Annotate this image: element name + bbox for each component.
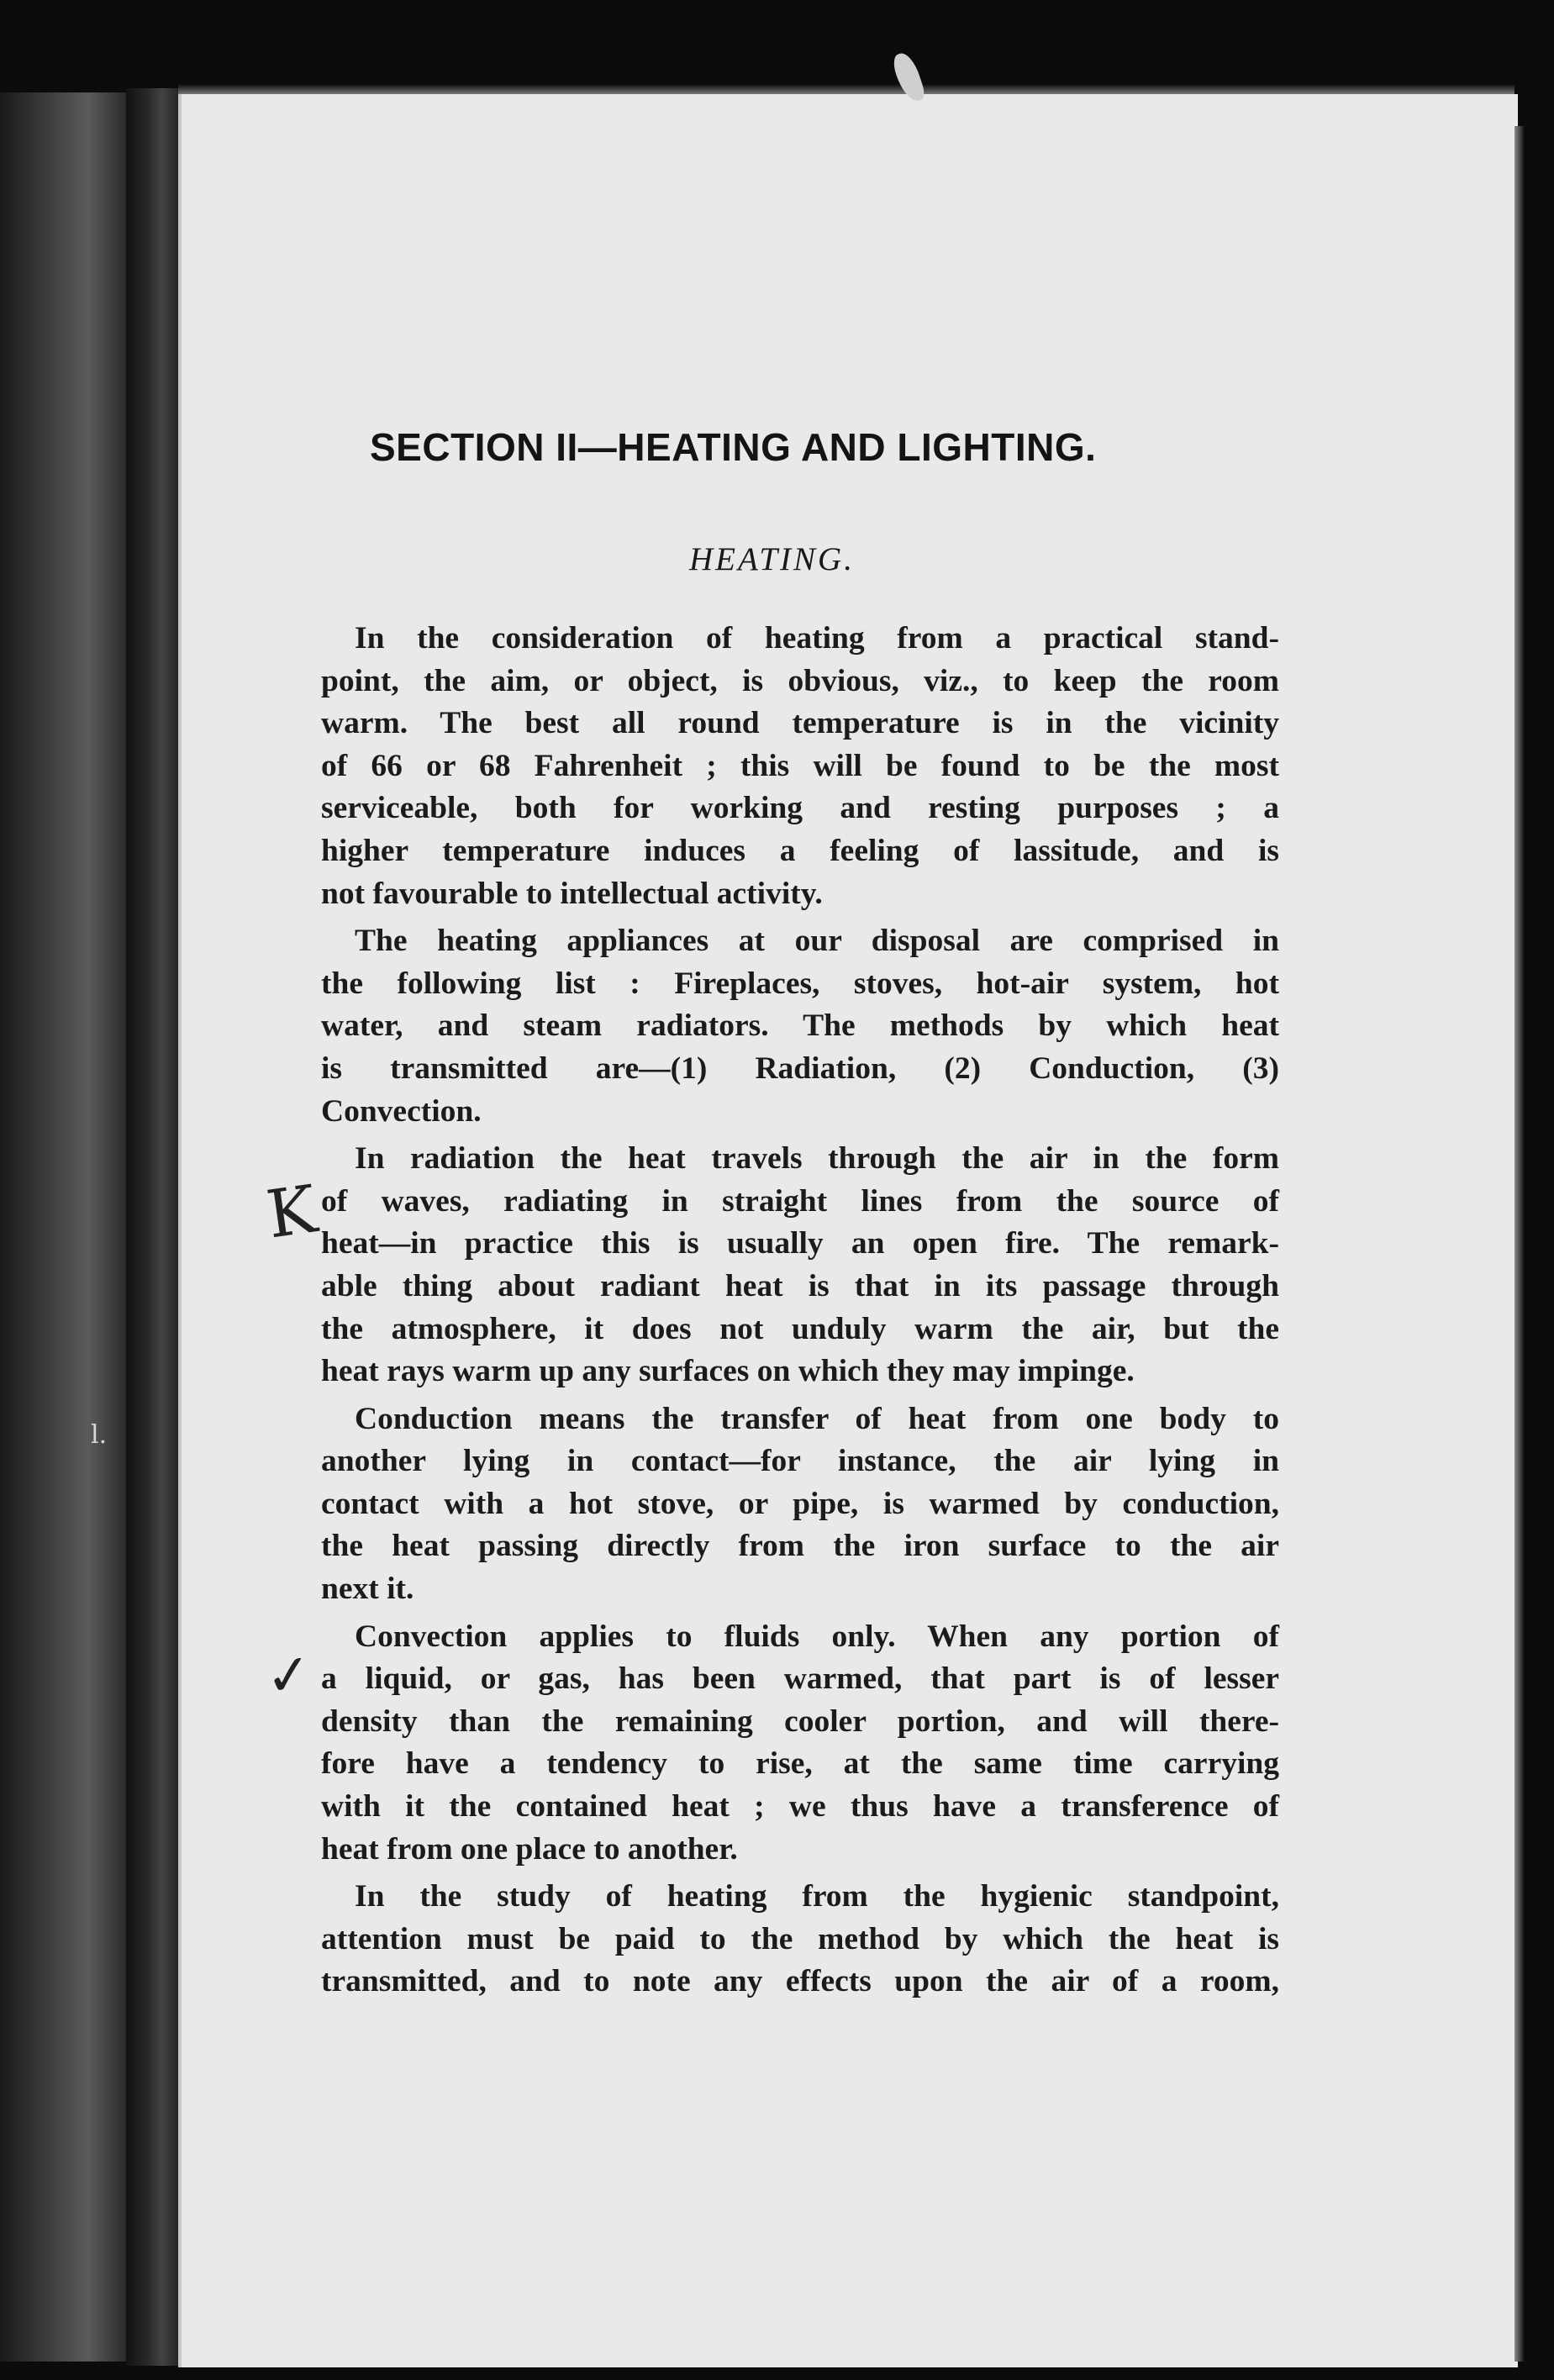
- text-line: transmitted, and to note any effects upon the air of a room,: [321, 1964, 1279, 1999]
- text-line: higher temperature induces a feeling of lassitude, and is: [321, 833, 1279, 868]
- text-line: another lying in contact—for instance, the air lying in: [321, 1444, 1279, 1479]
- text-line: of 66 or 68 Fahrenheit ; this will be found to be the most: [321, 748, 1279, 783]
- text-line: heat rays warm up any surfaces on which they may impinge.: [321, 1354, 1135, 1389]
- handwritten-k-mark: K: [262, 1172, 322, 1254]
- text-line: point, the aim, or object, is obvious, viz., to keep the room: [321, 663, 1279, 698]
- text-line: of waves, radiating in straight lines from the source of: [321, 1183, 1279, 1219]
- text-line: the atmosphere, it does not unduly warm the air, but the: [321, 1311, 1279, 1346]
- text-line: The heating appliances at our disposal are comprised in: [355, 924, 1279, 959]
- text-line: density than the remaining cooler portion, and will there-: [321, 1703, 1279, 1739]
- text-line: serviceable, both for working and resting purposes ; a: [321, 791, 1279, 826]
- text-line: Convection.: [321, 1093, 482, 1129]
- book-spine: [126, 88, 185, 2366]
- facing-page-edge: [0, 92, 126, 2362]
- text-line: In the consideration of heating from a practical stand-: [355, 621, 1279, 656]
- text-line: with it the contained heat ; we thus have a transference of: [321, 1789, 1279, 1824]
- text-line: contact with a hot stove, or pipe, is warmed by conduction,: [321, 1486, 1279, 1521]
- text-line: Conduction means the transfer of heat from one body to: [355, 1401, 1279, 1436]
- text-line: the following list : Fireplaces, stoves, hot-air system, hot: [321, 966, 1279, 1001]
- text-line: fore have a tendency to rise, at the same time carrying: [321, 1746, 1279, 1782]
- text-line: attention must be paid to the method by which the heat is: [321, 1921, 1279, 1956]
- handwritten-check-mark: ✓: [262, 1640, 316, 1710]
- section-title: SECTION II—HEATING AND LIGHTING.: [370, 425, 1097, 469]
- text-line: Convection applies to fluids only. When any portion of: [355, 1619, 1279, 1654]
- text-line: In radiation the heat travels through the air in the form: [355, 1141, 1279, 1177]
- text-line: able thing about radiant heat is that in its passage through: [321, 1268, 1279, 1303]
- heading-heating: HEATING.: [689, 541, 855, 577]
- text-line: water, and steam radiators. The methods by which heat: [321, 1008, 1279, 1044]
- text-line: the heat passing directly from the iron surface to the air: [321, 1529, 1279, 1564]
- text-line: is transmitted are—(1) Radiation, (2) Conduction, (3): [321, 1050, 1279, 1086]
- page-right-edge: [1514, 126, 1525, 2362]
- text-line: not favourable to intellectual activity.: [321, 876, 823, 911]
- facing-page-mark: l.: [91, 1420, 108, 1450]
- body-text: [321, 618, 1279, 2004]
- text-line: next it.: [321, 1572, 414, 1607]
- text-line: In the study of heating from the hygienic standpoint,: [355, 1879, 1279, 1914]
- text-line: heat from one place to another.: [321, 1831, 738, 1867]
- text-line: a liquid, or gas, has been warmed, that part is of lesser: [321, 1661, 1279, 1697]
- text-line: heat—in practice this is usually an open fire. The remark-: [321, 1226, 1279, 1261]
- text-line: warm. The best all round temperature is in the vicinity: [321, 706, 1279, 741]
